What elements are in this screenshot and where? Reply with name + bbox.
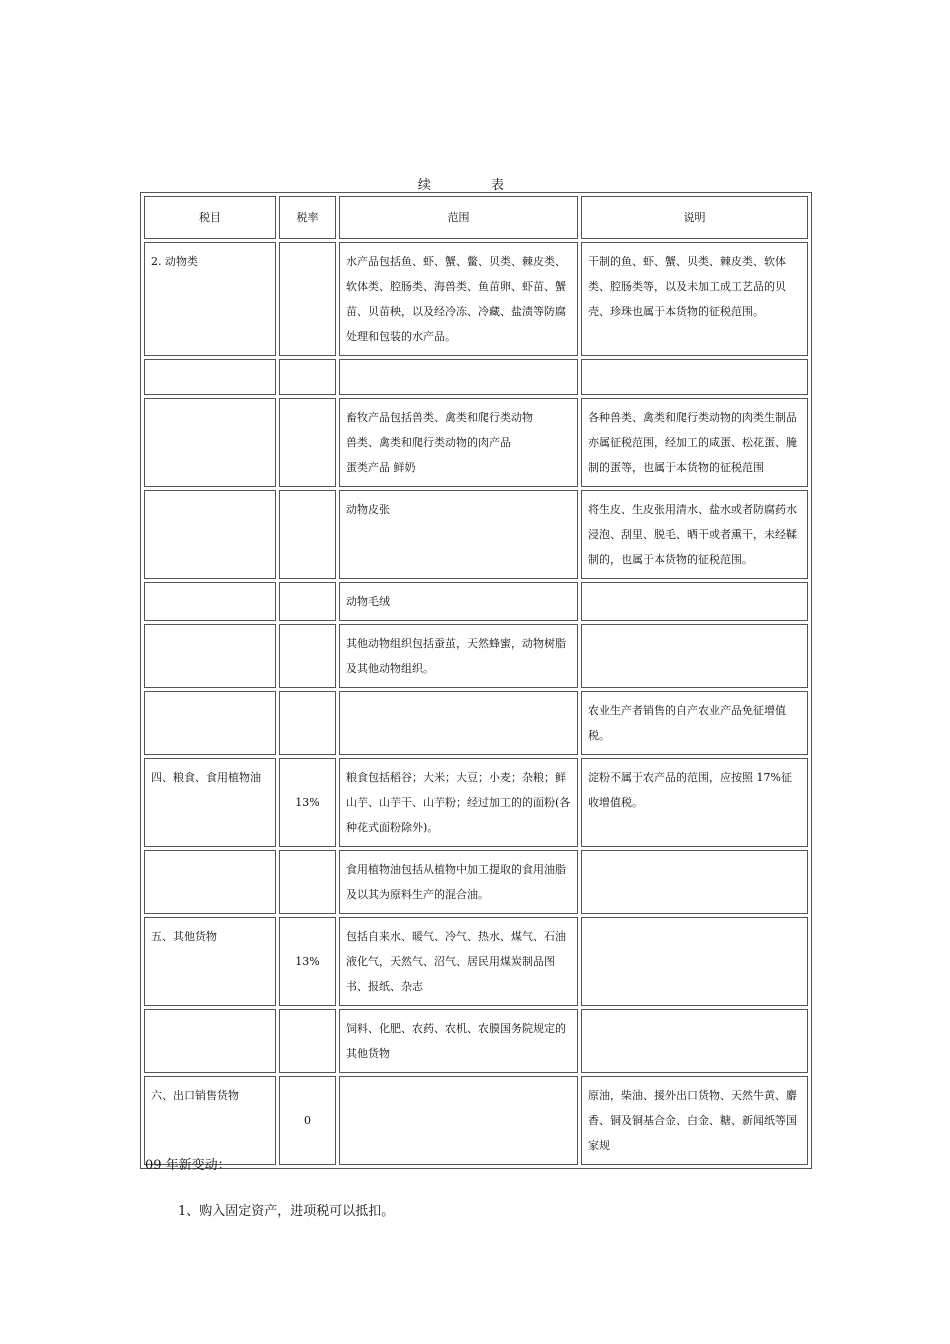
cell-rate [279,850,336,914]
table-row [144,242,808,356]
cell-note: 各种兽类、禽类和爬行类动物的肉类生制品亦属征税范围，经加工的咸蛋、松花蛋、腌制的蛋等，也属于本货物的征税范围 [581,398,808,487]
cell-scope: 动物毛绒 [339,582,578,621]
table-header-row [144,196,808,239]
cell-note: 农业生产者销售的自产农业产品免征增值税。 [581,691,808,755]
cell-note [581,582,808,621]
header-item: 税目 [144,196,276,239]
cell-scope: 饲料、化肥、农药、农机、农膜国务院规定的其他货物 [339,1009,578,1073]
cell-note [581,850,808,914]
header-scope: 范围 [339,196,578,239]
cell-note: 淀粉不属于农产品的范围，应按照 17%征收增值税。 [581,758,808,847]
cell-item: 2. 动物类 [144,242,276,356]
header-note: 说明 [581,196,808,239]
tax-rate-table [140,192,812,1169]
cell-item [144,1009,276,1073]
cell-scope: 包括自来水、暖气、冷气、热水、煤气、石油液化气，天然气、沼气、居民用煤炭制品图书、报纸、杂志 [339,917,578,1006]
cell-item [144,490,276,579]
cell-rate [279,582,336,621]
cell-scope: 粮食包括稻谷；大米；大豆；小麦；杂粮；鲜山芋、山芋干、山芋粉；经过加工的的面粉(各种花式面粉除外)。 [339,758,578,847]
cell-rate [279,624,336,688]
cell-rate [279,490,336,579]
table-row [144,398,808,487]
table-row [144,691,808,755]
table-row [144,490,808,579]
cell-note [581,1009,808,1073]
cell-item [144,624,276,688]
cell-item [144,850,276,914]
cell-item [144,398,276,487]
cell-note: 干制的鱼、虾、蟹、贝类、棘皮类、软体类、腔肠类等，以及未加工成工艺品的贝壳、珍珠也属于本货物的征税范围。 [581,242,808,356]
cell-scope: 水产品包括鱼、虾、蟹、鳖、贝类、棘皮类、软体类、腔肠类、海兽类、鱼苗卵、虾苗、蟹苗、贝苗秧，以及经冷冻、冷藏、盐渍等防腐处理和包装的水产品。 [339,242,578,356]
cell-scope [339,691,578,755]
cell-note [581,624,808,688]
cell-scope [339,359,578,395]
cell-scope: 畜牧产品包括兽类、禽类和爬行类动物 兽类、禽类和爬行类动物的肉产品 蛋类产品 鲜奶 [339,398,578,487]
header-rate: 税率 [279,196,336,239]
cell-note: 将生皮、生皮张用清水、盐水或者防腐药水浸泡、刮里、脱毛、晒干或者熏干，未经鞣制的，也属于本货物的征税范围。 [581,490,808,579]
cell-note [581,359,808,395]
cell-rate: 13% [279,758,336,847]
cell-rate: 13% [279,917,336,1006]
table-row [144,850,808,914]
table-row [144,1076,808,1165]
cell-rate: 0 [279,1076,336,1165]
notes-item: 1、购入固定资产，进项税可以抵扣。 [178,1204,395,1219]
cell-rate [279,398,336,487]
table-row [144,917,808,1006]
notes-heading: 09 年新变动： [145,1158,231,1173]
cell-note: 原油，柴油、援外出口货物、天然牛黄、麝香、铜及铜基合金、白金、糖、新闻纸等国家规 [581,1076,808,1165]
table-row [144,624,808,688]
cell-rate [279,1009,336,1073]
cell-item: 四、粮食、食用植物油 [144,758,276,847]
table-title: 续 表 [417,178,533,193]
cell-item [144,691,276,755]
cell-item [144,359,276,395]
table-row [144,359,808,395]
cell-scope: 其他动物组织包括蚕茧，天然蜂蜜，动物树脂及其他动物组织。 [339,624,578,688]
table-row [144,1009,808,1073]
cell-rate [279,359,336,395]
cell-item: 六、出口销售货物 [144,1076,276,1165]
cell-rate [279,691,336,755]
cell-scope: 食用植物油包括从植物中加工提取的食用油脂及以其为原料生产的混合油。 [339,850,578,914]
cell-item [144,582,276,621]
cell-item: 五、其他货物 [144,917,276,1006]
cell-rate [279,242,336,356]
table-row [144,758,808,847]
table-row [144,582,808,621]
cell-note [581,917,808,1006]
cell-scope: 动物皮张 [339,490,578,579]
cell-scope [339,1076,578,1165]
